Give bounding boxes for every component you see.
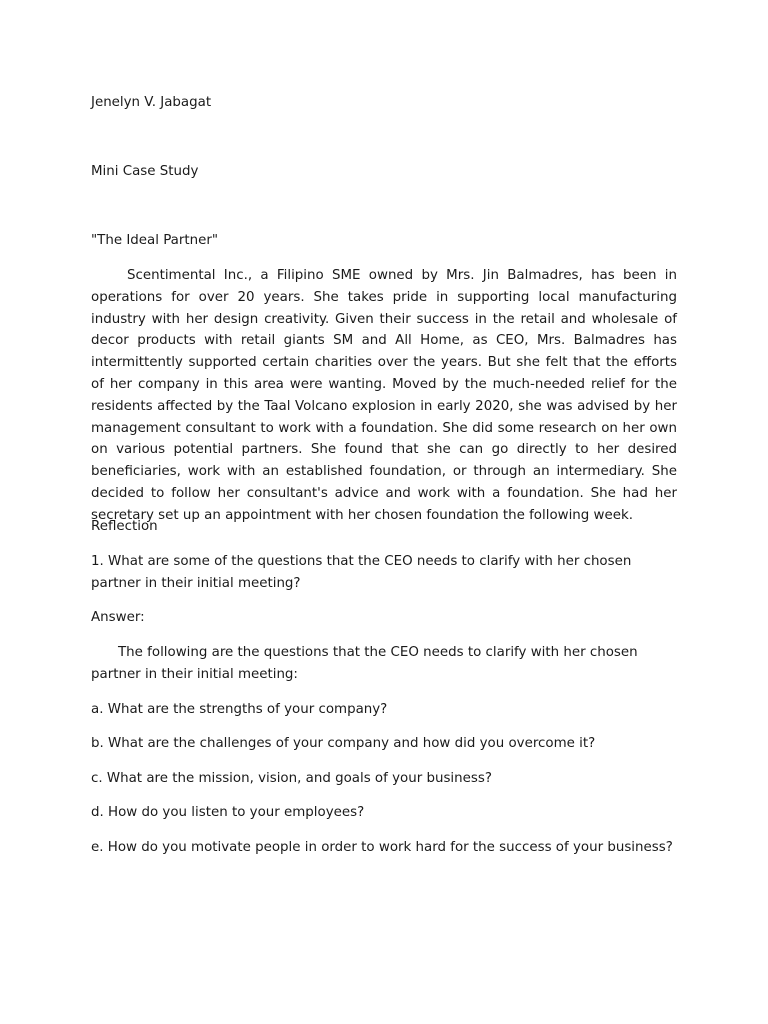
answer-item-d: d. How do you listen to your employees? [91,805,365,820]
case-paragraph: Scentimental Inc., a Filipino SME owned by Mrs. Jin Balmadres, has been in operations for over 20 years. She takes pride in supporting local manufacturing industry with her design creativity. Given their success in the retail and wholesale of decor products with retail giants SM and All Home, as CEO, Mrs. Balmadres has intermittently supported certain charities over the years. But she felt that the efforts of her company in this area were wanting. Moved by the much-needed relief for the residents affected by the Taal Volcano explosion in early 2020, she was advised by her management consultant to work with a foundation. She did some research on her own on various potential partners. She found that she can go directly to her desired beneficiaries, work with an established foundation, or through an intermediary. She decided to follow her consultant's advice and work with a foundation. She had her secretary set up an appointment with her chosen foundation the following week. [91,268,677,523]
case-title: "The Ideal Partner" [91,233,219,248]
answer-item-b: b. What are the challenges of your company and how did you overcome it? [91,736,596,751]
answer-heading: Answer: [91,610,145,625]
answer-item-c: c. What are the mission, vision, and goals of your business? [91,771,492,786]
answer-intro: The following are the questions that the CEO needs to clarify with her chosen partner in their initial meeting: [91,645,638,682]
question-1: 1. What are some of the questions that the CEO needs to clarify with her chosen partner in their initial meeting? [91,554,632,591]
answer-item-a: a. What are the strengths of your company? [91,702,388,717]
answer-item-e: e. How do you motivate people in order to work hard for the success of your business? [91,840,673,855]
author-name: Jenelyn V. Jabagat [91,95,212,110]
reflection-heading: Reflection [91,519,158,534]
document-type: Mini Case Study [91,164,199,179]
